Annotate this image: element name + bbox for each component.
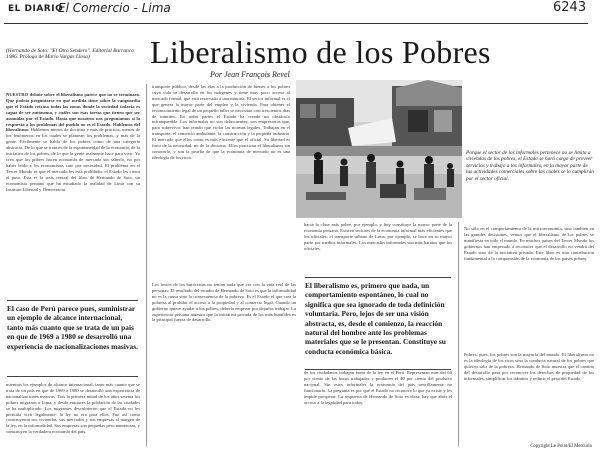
column-2-text: transporte público, desde las vías a la producción de bienes a los pobres cuya vida se desarrolla en los márgenes y tiene muy poco acceso al mercado formal, que está reservado a una minoría. El sector informal es el que genera la mayor parte del empleo y la vivienda. Para obtener el reconocimiento legal de un pequeño taller se necesitan casi trescientos días de trámites. En todas partes el Estado ha creado un obstáculo infranqueable. Los informales no son delincuentes; son empresarios que, para sobrevivir, han tenido que violar las normas legales. Trabajan en el transporte, el comercio ambulante, la construcción y la pequeña industria. El mercado que ellos crean es más eficiente que el oficial. Su libertad es fruto de la necesidad, no de la doctrina. Ellos practican el liberalismo sin conocerlo, y son la prueba de que la economía de mercado no es una ideología de los ricos. <box>152 84 290 160</box>
photo-caption: Porque el sector de los informales pertenece no se limita a viviendas de los pobres, el Estado se hará cargo de proveer servicios y trabajo a los informales, en la mayor parte de las actividades comerciales sobre las cuales se lo cumplirán por el sector oficial. <box>466 150 594 182</box>
book-citation: (Hernando de Soto: "El Otro Sendero". Editorial Barranco 1986. Prólogo de Mario Vargas Llosa) <box>6 48 134 61</box>
street-scene-photo <box>296 80 462 218</box>
handwritten-number: 6243 <box>553 0 587 15</box>
article-photo <box>296 80 462 218</box>
masthead: EL DIARIO <box>8 4 64 14</box>
lead-paragraph: NUESTRO debate sobre el liberalismo parece que no se terminará. Que podría preguntarse en qué medida tiene sobre la vanguardia que el Estado retrasa todas las zonas donde la sociedad todavía es capaz de ser autónoma, y cuáles son esas tareas que tienen que ser asumidas por el Estado. Hasta que nosotros nos preguntamos si la respuesta a los problemas del pueblo no es el Estado. Hablemos del liberalismo. <box>6 92 140 133</box>
article-title: Liberalismo de los Pobres <box>150 34 491 70</box>
column-1-body: Hablemos menos de doctrina y más de práctica, menos de los fenómenos en los cuales se plantean los problemas, y más de la gente. Fácilmente se habla de los pobres como de una categoría abstracta. De lo que se trata es de la espontaneidad de la economía, de la iniciativa de los pobres, de lo que la gente realmente hace para vivir. Yo creo que los pobres hacen economía de mercado sin saberlo, no por haber leído a los economistas sino por necesidad. El problema en el Tercer Mundo es que el mercado les está prohibido: el Estado les cierra el paso. Esta es la tesis central del libro de Hernando de Soto, un economista peruano que ha estudiado la realidad de Lima con su Instituto Libertad y Democracia. <box>6 127 140 192</box>
top-rule <box>4 23 588 24</box>
column-4-lower-text: Pobres, pues, los pobres son la mayoría del mundo. El liberalismo no es la ideología de los ricos sino la conducta natural de los pobres que quieren salir de la pobreza. Hernando de Soto muestra que el camino del desarrollo pasa por reconocer los derechos de propiedad de los informales, simplificar los trámites y reducir el peso del Estado. <box>464 352 594 381</box>
pull-quote-2: El liberalismo es, primero que nada, un comportamiento espontáneo, lo cual no significa que sea ignorado de toda definición voluntaria. Pero, lejos de ser una visión abstracta, es, desde el comienzo, la reacción natural del hombre ante los problemas materiales que se le presentan. Constituye su conducta económica básica. <box>305 277 451 370</box>
article-byline: Por Jean François Revel <box>210 70 290 79</box>
column-divider <box>458 222 459 446</box>
handwritten-note: El Comercio - Lima <box>58 1 171 15</box>
column-3-text: hacia la clase más pobre, por ejemplo, y hoy constituye la mayor parte de la economía peruana. Existen sectores de la economía informal más eficientes que los oficiales: el transporte urbano de Lima, por ejemplo, se hace en su mayor parte por medios informales. Los mercados informales son más baratos que los oficiales. <box>304 222 452 251</box>
column-divider <box>146 84 147 446</box>
column-2-lower-text: Los textos de los burócratas no tenían nada que ver con la vida real de las personas. El resultado del estudio de Hernando de Soto es que la informalidad no es la causa sino la consecuencia de la pobreza. Es el Estado el que crea la pobreza al prohibir el acceso a la propiedad y al comercio legal. Cuando un gobierno quiere ayudar a los pobres, debería empezar por dejarlos trabajar. La experiencia peruana muestra que la iniciativa privada de los más humildes es la principal fuerza de desarrollo. <box>152 282 296 323</box>
article-signature: Copyright Le Point/El Mercurio <box>530 444 592 449</box>
column-1-text <box>6 92 140 290</box>
column-1-lower-text: mientras los ejemplos de alcance internacional, tanto más cuanto que se trata de un país en que de 1969 a 1980 se desarrolló una experiencia de nacionalizaciones masivas. Tras la primera mitad de los años setenta los pobres migraron a Lima, y desde entonces la población de las ciudades se ha multiplicado. Los migrantes descubrieron que el Estado no les permitía vivir legalmente: la ley no era para ellos. Fue así como construyeron sus viviendas, sus mercados y sus empresas al margen de la ley, en la informalidad. Sus empresas son pequeñas pero numerosas, y constituyen la verdadera economía del país. <box>6 382 140 435</box>
column-4-text: No sólo en el comportamiento de la microeconomía, sino también en las grandes decisiones, vemos que el liberalismo de los pobres se manifiesta en todo el mundo. En muchos países del Tercer Mundo los gobiernos han empezado a reconocer que el desarrollo no vendrá del Estado sino de la iniciativa privada. Este libro es una contribución fundamental a la comprensión de la economía de los países pobres. <box>464 226 594 261</box>
pull-quote-1: El caso de Perú parece pues, suministrar un ejemplo de alcance internacional, tanto más cuanto que se trata de un país en que de 1969 a 1980 se desarrolló una experiencia de nacionalizaciones masivas. <box>7 300 138 377</box>
column-3-lower-text: de los ciudadanos trabajan fuera de la ley en el Perú. Representan más del 60 por ciento de las horas trabajadas y producen el 40 por ciento del producto nacional. Sin estos informales la economía del país sencillamente no funcionaría. La pregunta es por qué el Estado no reconoce lo que ya existe y les impide prosperar. La respuesta de Hernando de Soto es clara: hay que abrir el acceso a la legalidad para todos. <box>304 370 452 405</box>
